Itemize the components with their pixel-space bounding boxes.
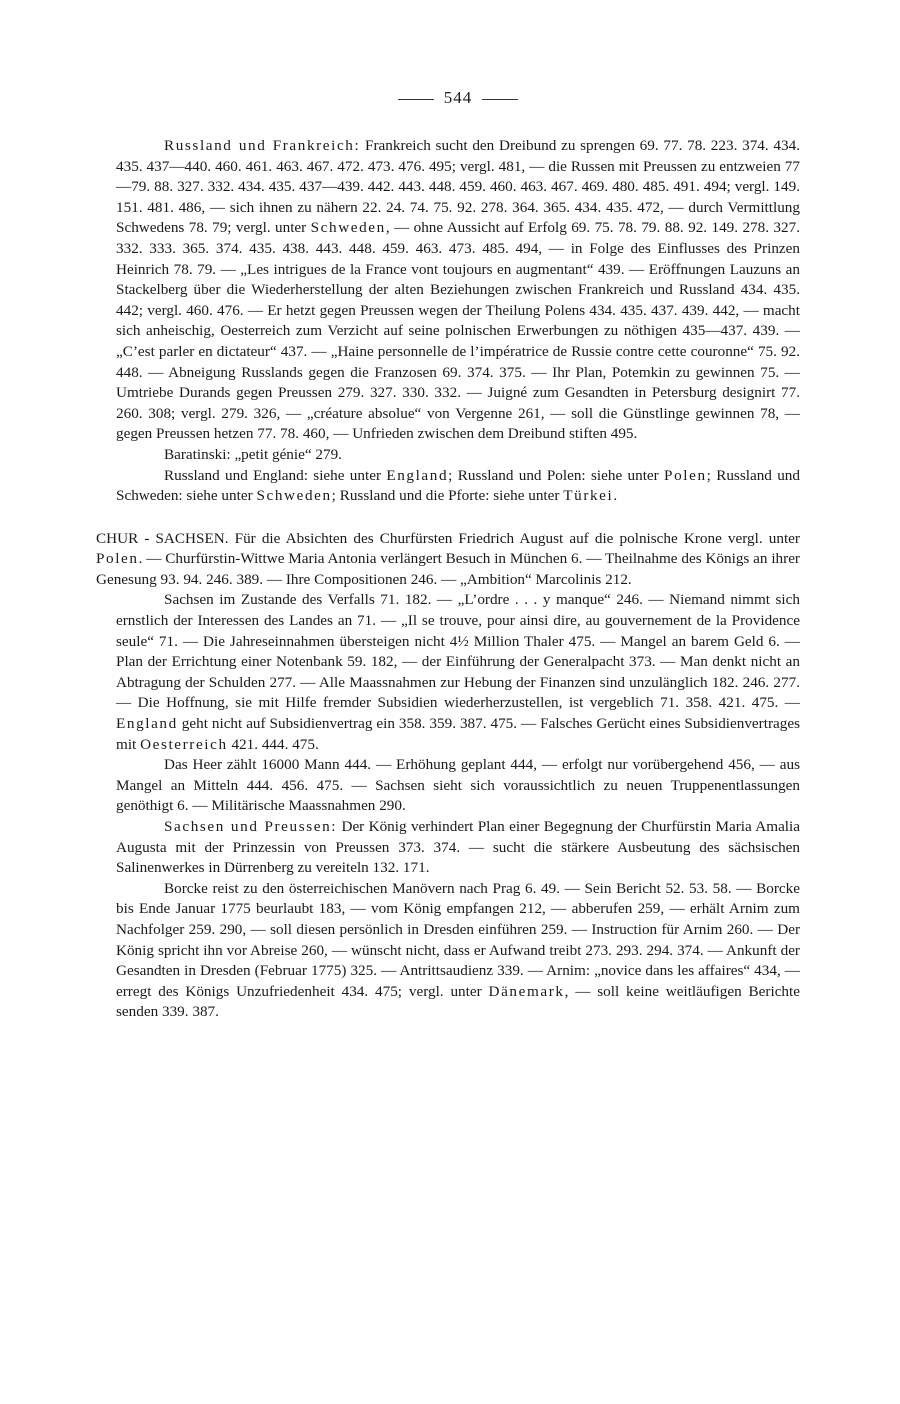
paragraph-text: , — soll keine weitläufigen Berichte senden 339. 387. <box>116 982 800 1021</box>
cross-reference: Schweden <box>310 219 386 237</box>
paragraph-text: Borcke reist zu den österreichischen Manövern nach Prag 6. 49. — Sein Bericht 52. 53. 58. — Borcke bis Ende Januar 1775 beurlaubt 183, — vom König empfangen 212, — abberufen 259, — erhält Arnim zum Nachfolger 259. 290, — soll diesen persönlich in Dresden einführen 259. — Instruction für Arnim 260. — Der König spricht ihn vor Abreise 260, — wünscht nicht, dass er Aufwand treibt 273. 293. 294. 374. — Ankunft der Gesandten in Dresden (Februar 1775) 325. — Antrittsaudienz 339. — Arnim: „novice dans les affaires“ 434, — erregt des Königs Unzufriedenheit 434. 475; vergl. unter <box>116 879 800 1000</box>
paragraph-text: Sachsen im Zustande des Verfalls 71. 182. — „L’ordre . . . y manque“ 246. — Niemand nimmt sich ernstlich der Interessen des Landes an 71. — „Il se trouve, pour ainsi dire, au gouvernement de la Providence seule“ 71. — Die Jahreseinnahmen übersteigen nicht 4½ Million Thaler 475. — Mangel an barem Geld 6. — Plan der Errichtung einer Notenbank 59. 182, — der Einführung der Generalpacht 373. — Man denkt nicht an Abtragung der Schulden 277. — Alle Maassnahmen zur Hebung der Finanzen sind unzulänglich 182. 246. 277. — Die Hoffnung, sie mit Hilfe fremder Subsidien wiederherzustellen, ist vergeblich 71. 358. 421. 475. — <box>116 591 800 712</box>
paragraph-sachsen-verfall <box>116 590 800 755</box>
paragraph-sachsen-preussen <box>116 817 800 879</box>
paragraph-text: Frankreich sucht den Dreibund zu sprengen 69. 77. 78. 223. 374. 434. 435. 437—440. 460. 461. 463. 467. 472. 473. 476. 495; vergl. 481, — die Russen mit Preussen zu entzweien 77—79. 88. 327. 332. 434. 435. 437—439. 442. 443. 448. 459. 460. 463. 467. 469. 480. 485. 491. 494; vergl. 149. 151. 481. 486, — sich ihnen zu nähern 22. 24. 74. 75. 92. 278. 364. 365. 434. 435. 472, — durch Vermittlung Schwedens 78. 79; vergl. unter <box>116 137 800 237</box>
cross-reference: England <box>116 715 178 733</box>
paragraph-heer <box>116 755 800 817</box>
paragraph-text: . <box>613 487 618 505</box>
paragraph-borcke <box>116 879 800 1023</box>
paragraph-text: ; Russland und Polen: siehe unter <box>448 466 665 484</box>
paragraph-text: ; Russland und Schweden: siehe unter <box>116 466 800 505</box>
paragraph-text: Der König verhindert Plan einer Begegnung der Churfürstin Maria Amalia Augusta mit der Prinzessin von Preussen 373. 374. — sucht die stärkere Ausbeutung des sächsischen Salinenwerkes in Dürrenberg zu vereiteln 132. 171. <box>116 818 800 877</box>
cross-reference: Dänemark <box>488 982 565 1000</box>
section-gap <box>116 507 800 529</box>
document-page <box>96 86 800 1023</box>
page-number: 544 <box>443 88 473 107</box>
header-dash-left <box>398 99 434 100</box>
cross-reference: Polen <box>96 550 139 568</box>
paragraph-text: . — Churfürstin-Wittwe Maria Antonia verlängert Besuch in München 6. — Theilnahme des Königs an ihrer Genesung 93. 94. 246. 389. — Ihre Compositionen 246. — „Ambition“ Marcolinis 212. <box>96 550 800 588</box>
cross-reference: Polen <box>664 466 707 484</box>
paragraph-baratinski <box>116 445 800 466</box>
paragraph-text: ; Russland und die Pforte: siehe unter <box>331 487 564 505</box>
paragraph-text: Für die Absichten des Churfürsten Friedrich August auf die polnische Krone vergl. unter <box>228 529 800 547</box>
paragraph-text: Baratinski: „petit génie“ 279. <box>164 445 342 463</box>
cross-reference: Türkei <box>563 487 614 505</box>
header-dash-right <box>482 99 518 100</box>
entry-lead: Sachsen und Preussen: <box>164 818 338 835</box>
paragraph-russland-crossrefs <box>116 466 800 507</box>
paragraph-text: geht nicht auf Subsidienvertrag ein 358. 359. 387. 475. — Falsches Gerücht eines Subsidienvertrages mit <box>116 715 800 753</box>
section-heading: CHUR - SACHSEN. <box>96 529 229 547</box>
paragraph-russland-frankreich <box>116 136 800 445</box>
cross-reference: Oesterreich <box>140 735 228 753</box>
paragraph-text: , — ohne Aussicht auf Erfolg 69. 75. 78. 79. 88. 92. 149. 278. 327. 332. 333. 365. 374. 435. 438. 443. 448. 459. 463. 473. 485. 494, — in Folge des Einflusses des Prinzen Heinrich 78. 79. — „Les intrigues de la France vont toujours en augmentant“ 439. — Eröffnungen Lauzuns an Stackelberg über die Wiederherstellung der alten Beziehungen zwischen Frankreich und Russland 434. 435. 442; vergl. 460. 476. — Er hetzt gegen Preussen wegen der Theilung Polens 434. 435. 437. 439. 442, — macht sich anheischig, Oesterreich zum Verzicht auf seine polnischen Erwerbungen zu nöthigen 435—437. 439. — „C’est parler en dictateur“ 437. — „Haine personnelle de l’impératrice de Russie contre cette couronne“ 75. 92. 448. — Abneigung Russlands gegen die Franzosen 69. 374. 375. — Ihr Plan, Potemkin zu gewinnen 75. — Umtriebe Durands gegen Preussen 279. 327. 330. 332. — Juigné zum Gesandten in Petersburg designirt 77. 260. 308; vergl. 279. 326, — „créature absolue“ von Vergenne 261, — soll die Günstlinge gewinnen 78, — gegen Preussen hetzen 77. 78. 460, — Unfrieden zwischen dem Dreibund stiften 495. <box>116 219 800 443</box>
paragraph-text: 421. 444. 475. <box>227 735 319 753</box>
cross-reference: Schweden <box>256 487 332 505</box>
page-header <box>116 86 800 110</box>
paragraph-chur-sachsen <box>96 529 800 591</box>
paragraph-text: Das Heer zählt 16000 Mann 444. — Erhöhung geplant 444, — erfolgt nur vorübergehend 456, — aus Mangel an Mitteln 444. 456. 475. — Sachsen sieht sich voraussichtlich zu neuen Truppenentlassungen genöthigt 6. — Militärische Maassnahmen 290. <box>116 756 800 815</box>
cross-reference: England <box>386 466 449 484</box>
entry-lead: Russland und Frankreich: <box>164 137 361 154</box>
paragraph-text: Russland und England: siehe unter <box>164 466 387 484</box>
